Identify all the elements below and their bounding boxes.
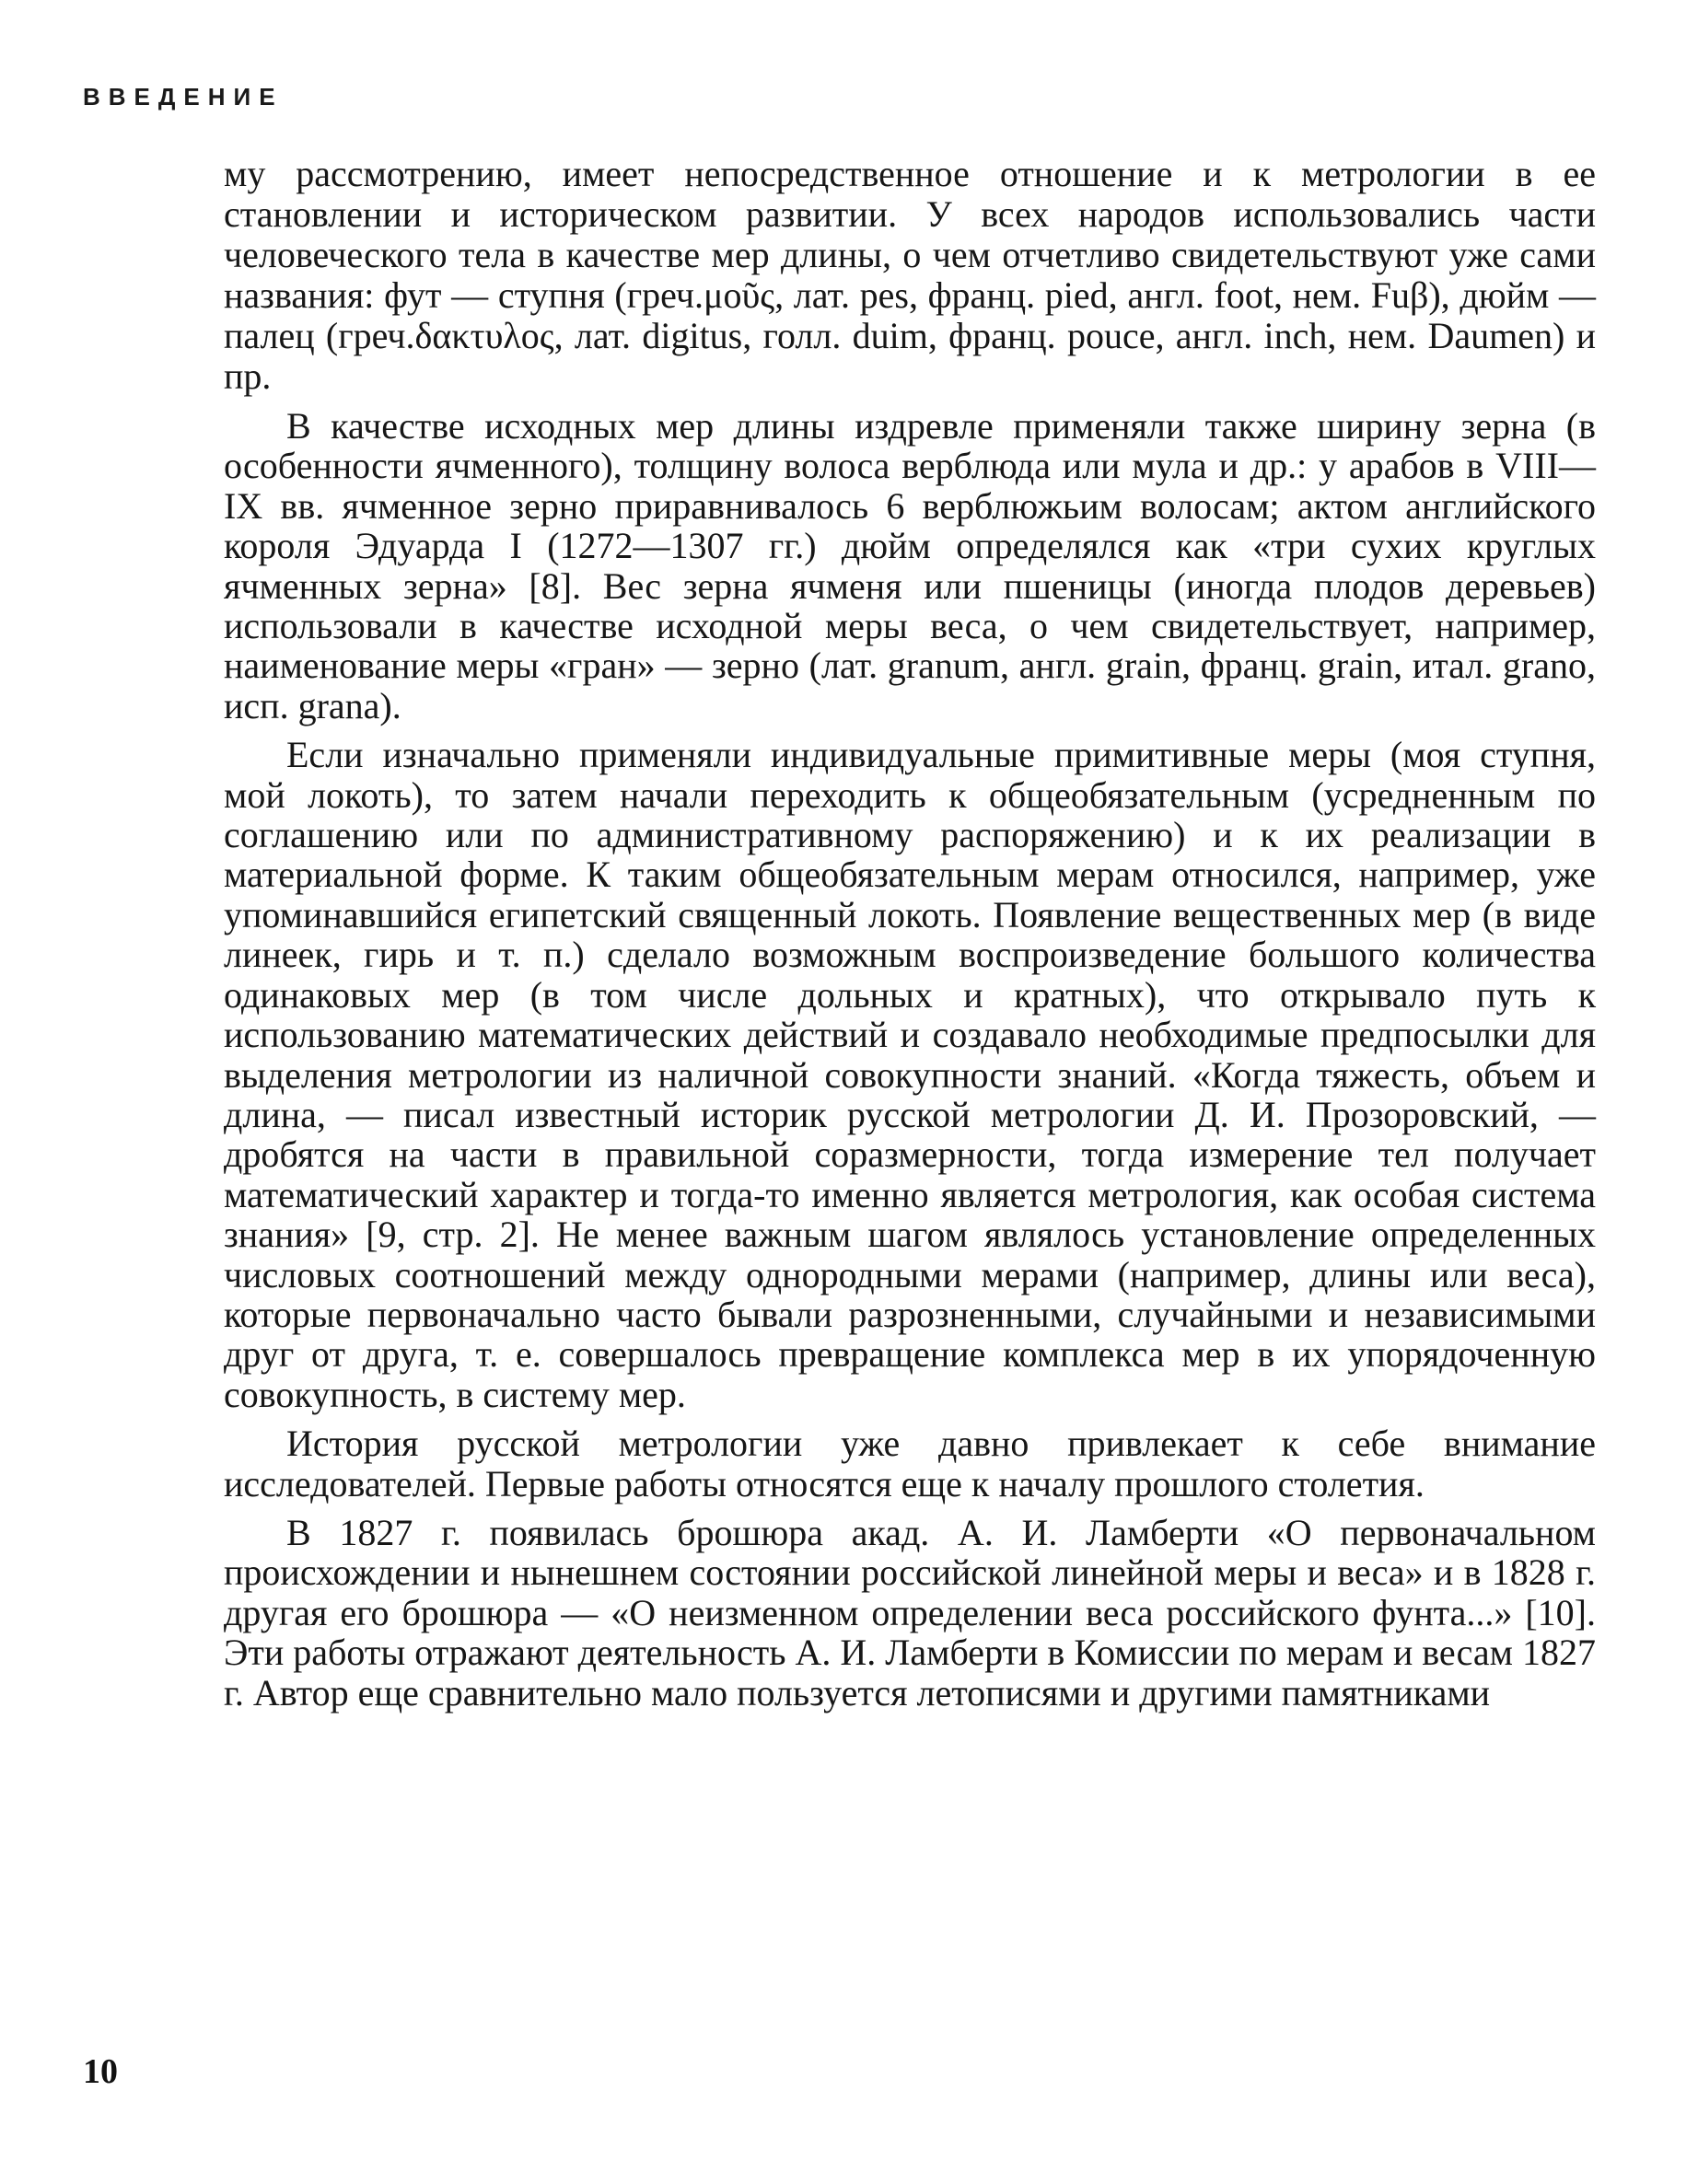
paragraph-material-measures: Если изначально применяли индивидуальные примитивные меры (моя ступня, мой локоть), то затем начали переходить к общеобязательным (усредненным по соглашению или по административному распоряжению) и к их реализации в материальной форме. К таким общеобязательным мерам относился, например, уже упоминавшийся египетский священный локоть. Появление вещественных мер (в виде линеек, гирь и т. п.) сделало возможным воспроизведение большого количества одинаковых мер (в том числе дольных и кратных), что открывало путь к использованию математических действий и создавало необходимые предпосылки для выделения метрологии из наличной совокупности знаний. «Когда тяжесть, объем и длина, — писал известный историк русской метрологии Д. И. Прозоровский, — дробятся на части в правильной соразмерности, тогда измерение тел получает математический характер и тогда-то именно является метрология, как особая система знания» [9, стр. 2]. Не менее важным шагом являлось установление определенных числовых соотношений между однородными мерами (например, длины или веса), которые первоначально часто бывали разрозненными, случайными и независимыми друг от друга, т. е. совершалось превращение комплекса мер в их упорядоченную совокупность, в систему мер.	[224, 734, 1596, 1415]
paragraph-lamberti: В 1827 г. появилась брошюра акад. А. И. Ламберти «О первоначальном происхождении и нынешнем состоянии российской линейной меры и веса» и в 1828 г. другая его брошюра — «О неизменном определении веса российского фунта...» [10]. Эти работы отражают деятельность А. И. Ламберти в Комиссии по мерам и весам 1827 г. Автор еще сравнительно мало пользуется летописями и другими памятниками	[224, 1511, 1596, 1714]
paragraph-continuation: му рассмотрению, имеет непосредственное отношение и к метрологии в ее становлении и историческом развитии. У всех народов использовались части человеческого тела в качестве мер длины, о чем отчетливо свидетельствуют уже сами названия: фут — ступня (греч.μοῦς, лат. pes, франц. pied, англ. foot, нем. Fuβ), дюйм — палец (греч.δακτυλος, лат. digitus, голл. duim, франц. pouce, англ. inch, нем. Daumen) и пр.	[224, 153, 1596, 397]
body-text	[224, 154, 1596, 1713]
running-head: ВВЕДЕНИЕ	[83, 83, 284, 110]
paragraph-units-grain: В качестве исходных мер длины издревле применяли также ширину зерна (в особенности ячменного), толщину волоса верблюда или мула и др.: у арабов в VIII—IX вв. ячменное зерно приравнивалось 6 верблюжьим волосам; актом английского короля Эдуарда I (1272—1307 гг.) дюйм определялся как «три сухих круглых ячменных зерна» [8]. Вес зерна ячменя или пшеницы (иногда плодов деревьев) использовали в качестве исходной меры веса, о чем свидетельствует, например, наименование меры «гран» — зерно (лат. granum, англ. grain, франц. grain, итал. grano, исп. grana).	[224, 405, 1596, 726]
paragraph-russian-metrology-history: История русской метрологии уже давно привлекает к себе внимание исследователей. Первые работы относятся еще к началу прошлого столетия.	[224, 1423, 1596, 1504]
page-number: 10	[83, 2052, 118, 2091]
